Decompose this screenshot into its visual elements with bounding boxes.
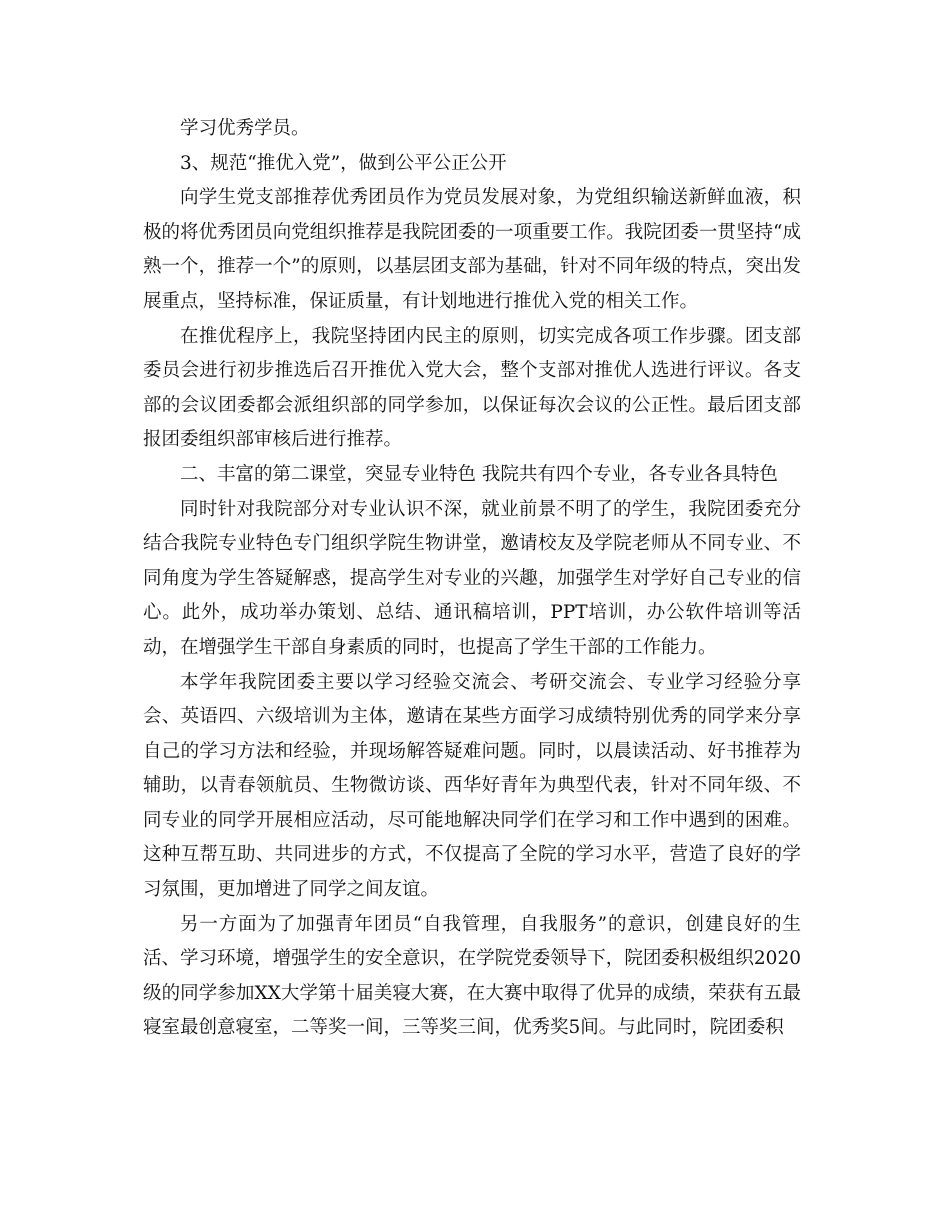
document-body [143, 112, 801, 1046]
section-heading: 3、规范“推优入党”，做到公平公正公开 [180, 152, 507, 174]
paragraph: 学习优秀学员。 [180, 118, 310, 139]
paragraph: 本学年我院团委主要以学习经验交流会、考研交流会、专业学习经验分享会、英语四、六级培训为主体，邀请在某些方面学习成绩特别优秀的同学来分享自己的学习方法和经验，并现场解答疑难问题。同时，以晨读活动、好书推荐为辅助，以青春领航员、生物微访谈、西华好青年为典型代表，针对不同年级、不同专业的同学开展相应活动，尽可能地解决同学们在学习和工作中遇到的困难。这种互帮互助、共同进步的方式，不仅提高了全院的学习水平，营造了良好的学习氛围，更加增进了同学之间友谊。 [143, 671, 801, 901]
paragraph: 同时针对我院部分对专业认识不深，就业前景不明了的学生，我院团委充分结合我院专业特色专门组织学院生物讲堂，邀请校友及学院老师从不同专业、不同角度为学生答疑解惑，提高学生对专业的兴趣，加强学生对学好自己专业的信心。此外，成功举办策划、总结、通讯稿培训，PPT培训，办公软件培训等活动，在增强学生干部自身素质的同时，也提高了学生干部的工作能力。 [143, 498, 801, 658]
paragraph: 在推优程序上，我院坚持团内民主的原则，切实完成各项工作步骤。团支部委员会进行初步推选后召开推优入党大会，整个支部对推优人选进行评议。各支部的会议团委都会派组织部的同学参加，以保证每次会议的公正性。最后团支部报团委组织部审核后进行推荐。 [143, 325, 801, 451]
paragraph: 另一方面为了加强青年团员“自我管理，自我服务”的意识，创建良好的生活、学习环境，增强学生的安全意识，在学院党委领导下，院团委积极组织2020级的同学参加XX大学第十届美寝大赛，在大赛中取得了优异的成绩，荣获有五最寝室最创意寝室，二等奖一间，三等奖三间，优秀奖5间。与此同时，院团委积 [143, 913, 801, 1039]
section-heading: 二、丰富的第二课堂，突显专业特色 我院共有四个专业，各专业各具特色 [180, 463, 778, 485]
paragraph: 向学生党支部推荐优秀团员作为党员发展对象，为党组织输送新鲜血液，积极的将优秀团员向党组织推荐是我院团委的一项重要工作。我院团委一贯坚持“成熟一个，推荐一个”的原则，以基层团支部为基础，针对不同年级的特点，突出发展重点，坚持标准，保证质量，有计划地进行推优入党的相关工作。 [143, 187, 801, 312]
